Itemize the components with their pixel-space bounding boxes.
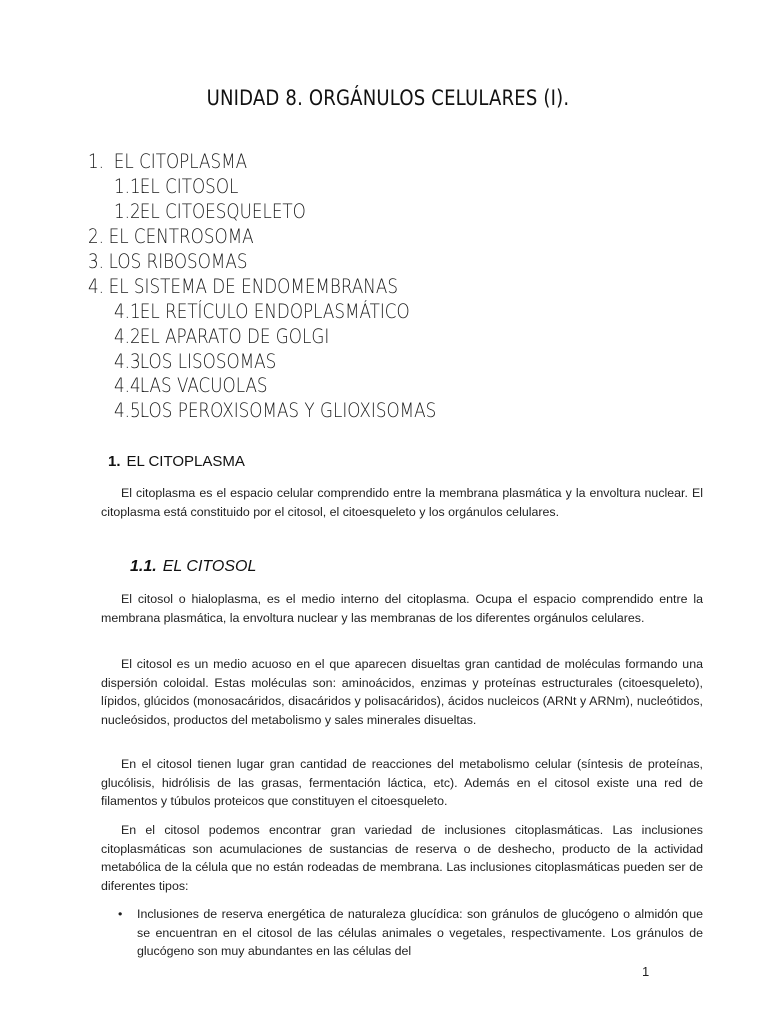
paragraph: En el citosol podemos encontrar gran variedad de inclusiones citoplasmáticas. Las inclusiones citoplasmáticas son acumulaciones de sustancias de reserva o de deshecho, producto de la actividad metabólica de la célula que no están rodeadas de membrana. Las inclusiones citoplasmáticas pueden ser de diferentes tipos:: [101, 823, 703, 893]
toc-item-number: 4.3.: [114, 350, 147, 373]
toc-item-text: EL CENTROSOMA: [108, 225, 254, 248]
bullet-marker: •: [118, 907, 123, 921]
toc-item-number: 2.: [88, 225, 105, 248]
toc-item: [114, 300, 410, 324]
section-title: EL CITOPLASMA: [126, 453, 245, 470]
toc-item-text: EL RETÍCULO ENDOPLASMÁTICO: [139, 300, 410, 323]
toc-item: [114, 175, 238, 199]
paragraph: El citosol es un medio acuoso en el que aparecen disueltas gran cantidad de moléculas formando una dispersión coloidal. Estas moléculas son: aminoácidos, enzimas y proteínas estructurales (citoesqueleto), lípidos, glúcidos (monosacáridos, disacáridos y polisacáridos), ácidos nucleicos (ARNt y ARNm), nucleótidos, nucleósidos, productos del metabolismo y sales minerales disueltas.: [101, 657, 703, 727]
toc-item-text: LAS VACUOLAS: [139, 374, 268, 397]
subsection-number: 1.1.: [130, 558, 157, 575]
toc-item: [88, 250, 247, 274]
paragraph: El citosol o hialoplasma, es el medio interno del citoplasma. Ocupa el espacio comprendido entre la membrana plasmática, la envoltura nuclear y las membranas de los diferentes orgánulos celulares.: [101, 592, 703, 625]
toc-item: [114, 374, 268, 398]
toc-item-text: EL CITOPLASMA: [113, 150, 248, 173]
section-heading: [108, 453, 245, 470]
toc-item-number: 4.: [88, 275, 105, 298]
toc-item: [114, 399, 436, 423]
toc-item-number: 4.2.: [114, 325, 147, 348]
paragraph: El citoplasma es el espacio celular comprendido entre la membrana plasmática y la envoltura nuclear. El citoplasma está constituido por el citosol, el citoesqueleto y los orgánulos celulares.: [101, 486, 703, 519]
toc-item: [114, 350, 276, 374]
page-title: UNIDAD 8. ORGÁNULOS CELULARES (I).: [206, 86, 570, 110]
toc-item: [114, 200, 306, 224]
bullet-item: Inclusiones de reserva energética de naturaleza glucídica: son gránulos de glucógeno o almidón que se encuentran en el citosol de las células animales o vegetales, respectivamente. Los gránulos de glucógeno son muy abundantes en las células del: [137, 907, 703, 959]
toc-item-text: EL SISTEMA DE ENDOMEMBRANAS: [108, 275, 398, 298]
toc-item-text: EL APARATO DE GOLGI: [139, 325, 330, 348]
toc-item-number: 1.: [88, 150, 105, 173]
toc-item: [114, 325, 329, 349]
toc-item-number: 4.5.: [114, 399, 147, 422]
section-number: 1.: [108, 453, 121, 470]
paragraph: En el citosol tienen lugar gran cantidad de reacciones del metabolismo celular (síntesis de proteínas, glucólisis, hidrólisis de las grasas, fermentación láctica, etc). Además en el citosol existe una red de filamentos y túbulos proteicos que constituyen el citoesqueleto.: [101, 757, 703, 809]
toc-item-number: 1.2.: [114, 200, 147, 223]
subsection-heading: [130, 558, 256, 576]
toc-item-text: EL CITOSOL: [139, 175, 239, 198]
page-number: 1: [642, 964, 650, 979]
toc-item-text: LOS PEROXISOMAS Y GLIOXISOMAS: [139, 399, 437, 422]
toc-item-text: LOS RIBOSOMAS: [108, 250, 248, 273]
toc-item-text: LOS LISOSOMAS: [139, 350, 277, 373]
toc-item-number: 4.4.: [114, 374, 147, 397]
toc-item: [88, 225, 254, 249]
toc-item: [88, 275, 398, 299]
toc-item-number: 3.: [88, 250, 105, 273]
subsection-title: EL CITOSOL: [162, 558, 257, 575]
toc-item: [88, 150, 247, 174]
toc-item-text: EL CITOESQUELETO: [139, 200, 306, 223]
toc-item-number: 1.1.: [114, 175, 147, 198]
toc-item-number: 4.1.: [114, 300, 147, 323]
